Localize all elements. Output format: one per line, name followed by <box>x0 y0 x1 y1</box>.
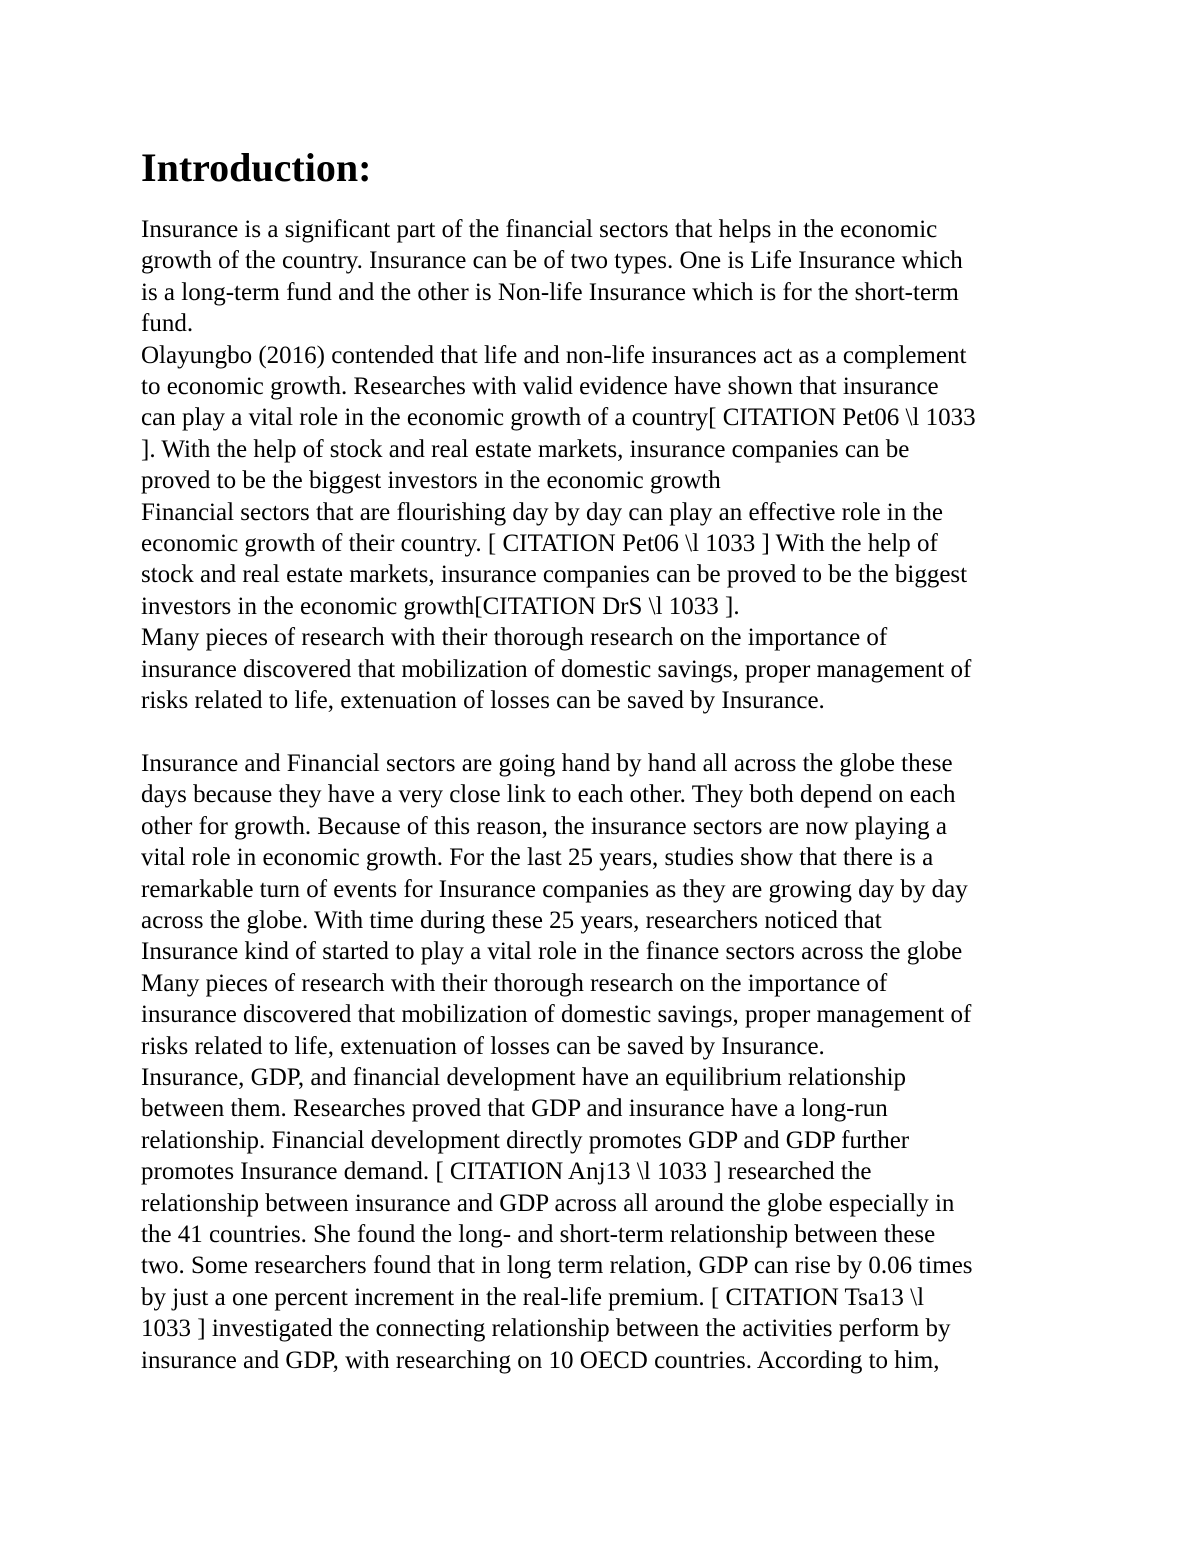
text-line: risks related to life, extenuation of losses can be saved by Insurance. <box>141 1032 825 1060</box>
text-line: is a long-term fund and the other is Non-life Insurance which is for the short-term <box>141 278 959 306</box>
text-line: between them. Researches proved that GDP and insurance have a long-run <box>141 1095 888 1123</box>
text-line: to economic growth. Researches with valid evidence have shown that insurance <box>141 373 939 401</box>
text-line: relationship. Financial development directly promotes GDP and GDP further <box>141 1126 910 1154</box>
text-line: vital role in economic growth. For the last 25 years, studies show that there is a <box>141 844 934 872</box>
text-line: Many pieces of research with their thorough research on the importance of <box>141 969 888 997</box>
text-line: Insurance, GDP, and financial development have an equilibrium relationship <box>141 1063 907 1091</box>
text-line: economic growth of their country. [ CITATION Pet06 \l 1033 ] With the help of <box>141 530 938 558</box>
text-line: Insurance kind of started to play a vital role in the finance sectors across the globe <box>141 938 963 966</box>
text-line: fund. <box>141 310 194 338</box>
text-line: across the globe. With time during these 25 years, researchers noticed that <box>141 906 882 934</box>
text-line: relationship between insurance and GDP across all around the globe especially in <box>141 1189 955 1217</box>
text-line: Insurance and Financial sectors are going hand by hand all across the globe these <box>141 749 953 777</box>
text-line: insurance and GDP, with researching on 10 OECD countries. According to him, <box>141 1346 940 1374</box>
text-line: two. Some researchers found that in long term relation, GDP can rise by 0.06 times <box>141 1252 973 1280</box>
text-line: Insurance is a significant part of the financial sectors that helps in the economic <box>141 216 938 243</box>
text-line: ]. With the help of stock and real estate markets, insurance companies can be <box>141 435 910 463</box>
text-line: Financial sectors that are flourishing day by day can play an effective role in the <box>141 498 944 526</box>
document-title: Introduction: <box>141 145 372 190</box>
text-line: promotes Insurance demand. [ CITATION Anj13 \l 1033 ] researched the <box>141 1158 872 1186</box>
text-line: 1033 ] investigated the connecting relationship between the activities perform by <box>141 1315 951 1343</box>
text-line: days because they have a very close link to each other. They both depend on each <box>141 781 956 809</box>
text-line: stock and real estate markets, insurance companies can be proved to be the biggest <box>141 561 968 589</box>
document-body <box>141 138 1066 1376</box>
text-line: Olayungbo (2016) contended that life and non-life insurances act as a complement <box>141 341 967 369</box>
text-line: the 41 countries. She found the long- and short-term relationship between these <box>141 1220 936 1248</box>
text-line: Many pieces of research with their thorough research on the importance of <box>141 624 888 652</box>
document-text <box>141 214 1066 1376</box>
text-line: proved to be the biggest investors in the economic growth <box>141 467 721 495</box>
text-line: growth of the country. Insurance can be of two types. One is Life Insurance which <box>141 247 963 275</box>
text-line: insurance discovered that mobilization of domestic savings, proper management of <box>141 655 972 683</box>
text-line: insurance discovered that mobilization of domestic savings, proper management of <box>141 1001 972 1029</box>
text-line: investors in the economic growth[CITATION DrS \l 1033 ]. <box>141 592 740 620</box>
text-line: by just a one percent increment in the real-life premium. [ CITATION Tsa13 \l <box>141 1283 925 1311</box>
text-line: other for growth. Because of this reason, the insurance sectors are now playing a <box>141 812 947 840</box>
text-line: risks related to life, extenuation of losses can be saved by Insurance. <box>141 687 825 715</box>
blank-line <box>141 717 1066 748</box>
text-line: can play a vital role in the economic growth of a country[ CITATION Pet06 \l 1033 <box>141 404 976 432</box>
text-line: remarkable turn of events for Insurance companies as they are growing day by day <box>141 875 968 903</box>
